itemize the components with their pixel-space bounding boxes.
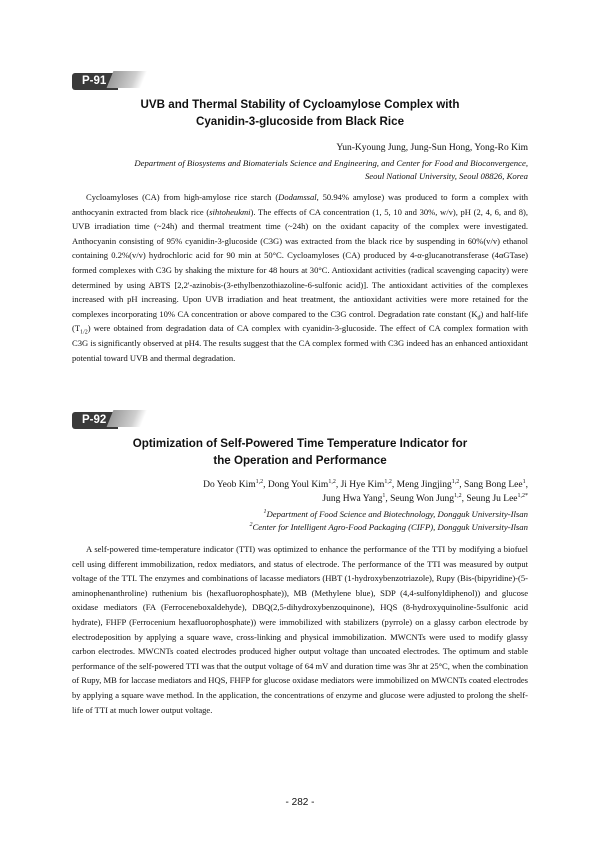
affiliation-sup: 2: [249, 522, 253, 529]
author-sup: 1,2*: [517, 492, 528, 499]
affiliation: [58, 508, 528, 534]
body-text: ) were obtained from degradation data of CA complex with cyanidin-3-glucoside. The effect of CA complex formation with C3G is significantly observed at pH4. The results suggest that the CA complex formed with C3G indeed has an enhanced antioxidant potential toward UVB and thermal degradation.: [72, 323, 528, 363]
body-italic: Dodamssal: [278, 192, 317, 202]
author-name: Seung Ju Lee: [466, 494, 518, 504]
title-line: the Operation and Performance: [213, 454, 387, 467]
author-name: Ji Hye Kim: [340, 480, 385, 490]
author-name: Meng Jingjing: [396, 480, 452, 490]
abstract-body: [72, 190, 528, 365]
author-line: Do Yeob Kim$^{1,2}$, Dong Youl Kim$^{1,2}$, Ji Hye Kim$^{1,2}$, Meng Jingjing$^{1,2}$, Sang Bong Lee$^1$,: [203, 478, 528, 490]
author-name: Seung Won Jung: [390, 494, 455, 504]
author-sup: 1,2: [451, 478, 460, 485]
page-number: - 282 -: [285, 797, 315, 808]
body-text: Cycloamyloses (CA) from high-amylose rice starch (: [86, 192, 279, 202]
author-sup: 1: [522, 478, 526, 485]
body-text: ) and half-life (T: [72, 308, 529, 334]
abstract-badge: [72, 410, 118, 427]
abstract-title: [80, 435, 520, 469]
author-sup: 1,2: [384, 478, 392, 485]
author-name: Jung Hwa Yang: [322, 494, 383, 504]
affiliation-text: Department of Food Science and Biotechnology, Dongguk University-Ilsan: [266, 509, 528, 519]
body-italic: sihtoheukmi: [209, 206, 251, 217]
body-subscript: 1/2: [80, 330, 88, 337]
badge-decoration: [107, 71, 148, 88]
title-line: Cyanidin-3-glucoside from Black Rice: [195, 115, 405, 128]
title-line: Optimization of Self-Powered Time Temperature Indicator for: [132, 437, 468, 450]
body-subscript: d: [477, 315, 481, 322]
affiliation: [58, 157, 528, 183]
abstract-badge: [72, 71, 118, 88]
badge-label: P-92: [72, 412, 118, 429]
author-sup: 1,2: [255, 478, 264, 485]
affiliation-line: Department of Biosystems and Biomaterials Science and Engineering, and Center for Food and Bioconvergence,: [134, 158, 528, 168]
badge-label: P-91: [72, 73, 118, 90]
badge-decoration: [107, 410, 148, 427]
author-sup: 1: [382, 492, 386, 499]
body-text: , 50.94% amylose) was produced to form a complex with anthocyanin extracted from black rice (: [72, 192, 528, 217]
author-sup: 1,2: [328, 478, 336, 485]
abstract-title: [80, 96, 520, 130]
affiliation-line: [58, 521, 528, 534]
abstract-body: A self-powered time-temperature indicator (TTI) was optimized to enhance the performance of the TTI by modifying a biofuel cell using different immobilization, redox mediators, and status of electrode. The performance of the TTI was measured by output voltage of the TTI. The enzymes and combinations of lacasse mediators (HBT (1-hydroxybenzotriazole), Rupy (Bis-(bipyridine)-(5-aminophenanthroline) ruthenium bis (hexafluorophosphate)), MB (Methylene blue), SDP (4,4-sulfonyldiphenol)) and glucose oxidase mediators (FA (Ferroceneboxaldehyde), DBQ(2,5-dihydroxybenzoquinone), HQS (8-hydroxyquinoline-5sulfonic acid hydrate), FHFP (Ferrocenium hexafluorophosphate)) were immobilized with stabilizers (pyrrole) on a glassy carbon electrode by electrodeposition by applying a square wave, cross-linking and physical immobilization. MWCNTs were used to modify glassy carbon electrodes. MWCNTs coated electrodes produced higher output voltage than uncoated electrodes. The optimum and stable performance of the self-powered TTI was that the output voltage of 64 mV and duration time was 3hr at 25°C, when the combination of Rupy, MB for laccase mediators and HQS, FHFP for glucose oxidase mediators were immobilized on MWCNTs coated electrodes by applying a square wave method. In the application, the concentrations of enzyme and glucose were adjusted to prolong the shelf-life of TTI at much lower output voltage.: [72, 544, 528, 715]
affiliation-sup: 1: [263, 509, 267, 516]
author-name: Sang Bong Lee: [464, 480, 523, 490]
affiliation-text: Center for Intelligent Agro-Food Packaging (CIFP), Dongguk University-Ilsan: [252, 522, 528, 532]
author-name: Dong Youl Kim: [267, 480, 329, 490]
author-line: Jung Hwa Yang$^1$, Seung Won Jung$^{1,2}$, Seung Ju Lee$^{1,2*}$: [322, 492, 528, 504]
affiliation-line: Seoul National University, Seoul 08826, Korea: [364, 171, 528, 181]
author-sup: 1,2: [454, 492, 462, 499]
title-line: UVB and Thermal Stability of Cycloamylose Complex with: [140, 98, 460, 111]
author-name: Do Yeob Kim: [203, 480, 256, 490]
author-list: Yun-Kyoung Jung, Jung-Sun Hong, Yong-Ro Kim: [336, 143, 528, 153]
affiliation-line: [58, 508, 528, 521]
body-text: ). The effects of CA concentration (1, 5, 10 and 30%, w/v), pH (2, 4, 6, and 8), UVB irradiation time (~24h) and thermal treatment time (~24h) on the oxidant capacity of the complex were investigated. Anthocyanin consisting of 95% cyanidin-3-glucoside (C3G) was extracted from the black rice by suspending in 60%(v/v) ethanol containing 0.2%(v/v) hydrochloric acid for 90 min at 50°C. Cycloamyloses (CA) produced by 4-α-glucanotransferase (4αGTase) formed complexes with C3G by shaking the mixture for 48 hours at 30°C. Antioxidant activities (radical scavenging capacity) were determined by using ABTS [2,2'-azinobis-(3-ethylbenzothiazoline-6-sulfonic acid)]. The antioxidant activities of the complexes increased with pH increasing. Upon UVB irradiation and heat treatment, the antioxidant activities were more retained for the complexes incorporating 10% CA concentration or above compared to the C3G control. Degradation rate constant (K: [72, 206, 529, 319]
author-list: [108, 478, 528, 506]
